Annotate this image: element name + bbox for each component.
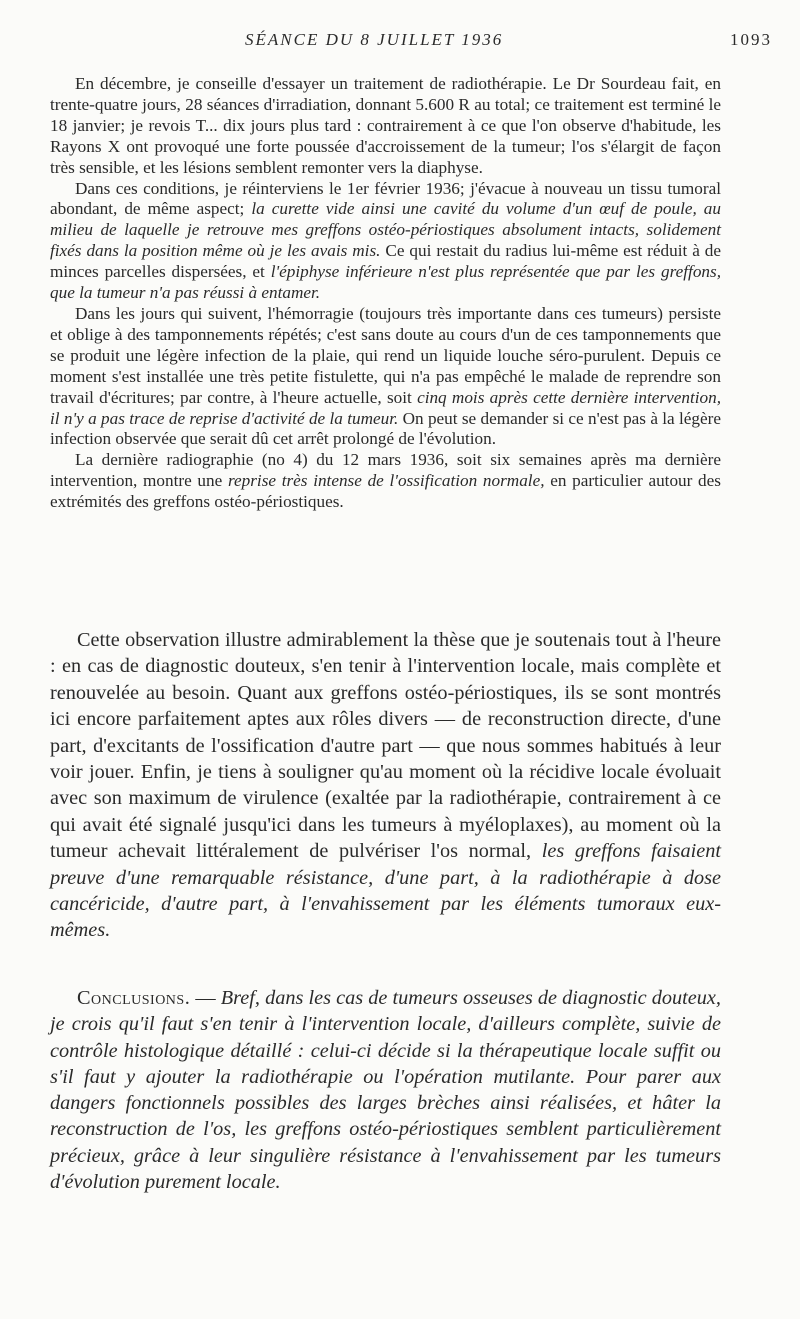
- conclusions-section: [50, 985, 721, 1195]
- paragraph-reintervention: Dans ces conditions, je réinterviens le 1er février 1936; j'évacue à nouveau un tissu tumoral abondant, de même aspect; la curette vide ainsi une cavité du volume d'un œuf de poule, au milieu de laquelle je retrouve mes greffons ostéo-périostiques absolument intacts, solidement fixés dans la position même où je les avais mis. Ce qui restait du radius lui-même est réduit à de minces parcelles dispersées, et l'épiphyse inférieure n'est plus représentée que par les greffons, que la tumeur n'a pas réussi à entamer.: [50, 178, 722, 303]
- conclusions-label: Conclusions.: [77, 987, 191, 1009]
- running-title: SÉANCE DU 8 JUILLET 1936: [245, 30, 504, 49]
- paragraph-radiography: La dernière radiographie (no 4) du 12 mars 1936, soit six semaines après ma dernière intervention, montre une reprise très intense de l'ossification normale, en particulier autour des extrémités des greffons ostéo-périostiques.: [50, 450, 721, 512]
- page-header: [0, 30, 800, 54]
- paragraph-hemorrhage: Dans les jours qui suivent, l'hémorragie (toujours très importante dans ces tumeurs) persiste et oblige à des tamponnements répétés; c'est sans doute au cours d'un de ces tamponnements que se produit une légère infection de la plaie, qui rend un liquide louche séro-purulent. Depuis ce moment s'est installée une très petite fistulette, qui n'a pas empêché le malade de reprendre son travail d'écritures; par contre, à l'heure actuelle, soit cinq mois après cette dernière intervention, il n'y a pas trace de reprise d'activité de la tumeur. On peut se demander si ce n'est pas à la légère infection observée que serait dû cet arrêt prolongé de l'évolution.: [50, 303, 721, 449]
- paragraph-december: En décembre, je conseille d'essayer un traitement de radiothérapie. Le Dr Sourdeau fait, en trente-quatre jours, 28 séances d'irradiation, donnant 5.600 R au total; ce traitement est terminé le 18 janvier; je revois T... dix jours plus tard : contrairement à ce que l'on observe d'habitude, les Rayons X ont provoqué une forte poussée d'accroissement de la tumeur; l'os s'élargit de façon très sensible, et les lésions semblent remonter vers la diaphyse.: [50, 74, 721, 177]
- paragraph-conclusions: Conclusions. — Bref, dans les cas de tumeurs osseuses de diagnostic douteux, je crois qu'il faut s'en tenir à l'intervention locale, d'ailleurs complète, suivie de contrôle histologique détaillé : celui-ci décide si la thérapeutique locale suffit ou s'il faut y ajouter la radiothérapie ou l'opération mutilante. Pour parer aux dangers fonctionnels possibles des larges brèches ainsi réalisées, et hâter la reconstruction de l'os, les greffons ostéo-périostiques semblent particulièrement précieux, grâce à leur singulière résistance à l'envahissement par les tumeurs d'évolution purement locale.: [50, 987, 722, 1194]
- commentary-text: [50, 627, 721, 944]
- observation-text: [50, 74, 721, 513]
- paragraph-commentary: Cette observation illustre admirablement la thèse que je soutenais tout à l'heure : en cas de diagnostic douteux, s'en tenir à l'intervention locale, mais complète et renouvelée au besoin. Quant aux greffons ostéo-périostiques, ils se sont montrés ici encore parfaitement aptes aux rôles divers — de reconstruction directe, d'une part, d'excitants de l'ossification d'autre part — que nous sommes habitués à leur voir jouer. Enfin, je tiens à souligner qu'au moment où la récidive locale évoluait avec son maximum de virulence (exaltée par la radiothérapie, contrairement à ce qui avait été signalé jusqu'ici dans les tumeurs à myéloplaxes), au moment où la tumeur achevait littéralement de pulvériser l'os normal, les greffons faisaient preuve d'une remarquable résistance, d'une part, à la radiothérapie à dose cancéricide, d'autre part, à l'envahissement par les éléments tumoraux eux-mêmes.: [50, 629, 721, 942]
- page-number: 1093: [730, 30, 772, 49]
